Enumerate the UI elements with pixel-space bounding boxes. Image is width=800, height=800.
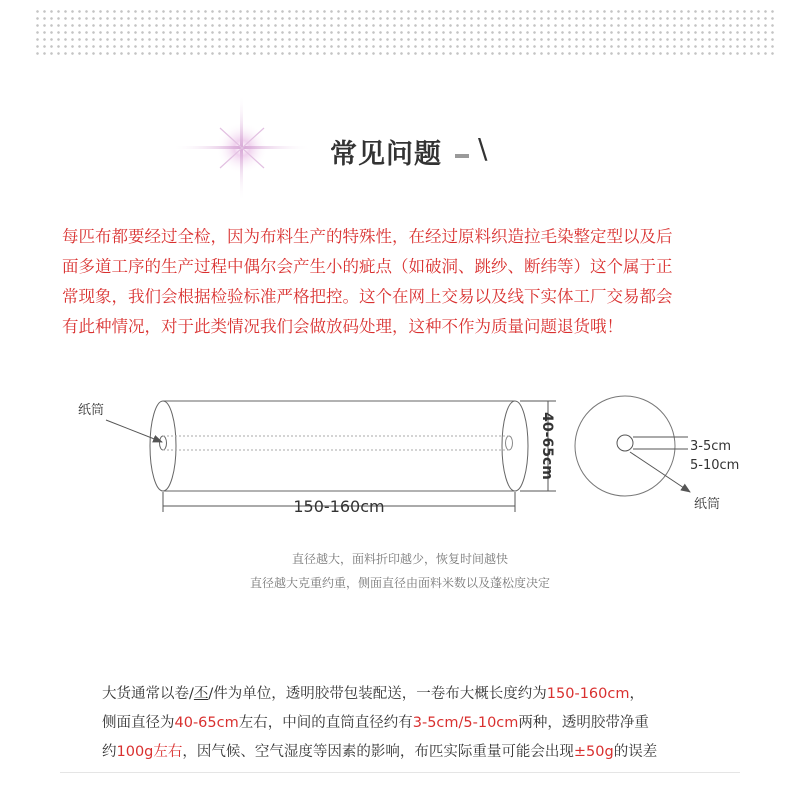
fabric-roll-end-view	[575, 396, 739, 512]
sparkle-icon	[170, 92, 330, 212]
core-small-label: 3-5cm	[690, 439, 732, 454]
details-line: 大货通常以卷/丕/件为单位，透明胶带包装配送，一卷布大概长度约为150-160cm，	[102, 686, 644, 702]
caption-line: 直径越大克重约重，侧面直径由面料米数以及蓬松度决定	[249, 576, 550, 590]
core-large-label: 5-10cm	[690, 458, 740, 473]
section-header	[170, 92, 570, 212]
notice-line: 常现象，我们会根据检验标准严格把控。这个在网上交易以及线下实体工厂交易都会	[62, 287, 673, 306]
length-dimension	[163, 492, 515, 516]
title-slash: \	[478, 132, 488, 165]
roll-core-callout	[78, 403, 162, 442]
diameter-label: 40-65cm	[539, 412, 555, 480]
notice-line: 每匹布都要经过全检，因为布料生产的特殊性，在经过原料织造拉毛染整定型以及后	[62, 227, 673, 246]
shipping-details	[102, 680, 752, 767]
side-core-label: 纸筒	[694, 497, 721, 512]
divider	[60, 772, 740, 773]
page-title: 常见问题	[330, 139, 442, 170]
caption-line: 直径越大，面料折印越少，恢复时间越快	[291, 552, 508, 566]
title-underline	[455, 154, 469, 158]
fabric-roll-side-view	[150, 401, 528, 491]
quality-notice	[62, 222, 752, 342]
details-line: 侧面直径为40-65cm左右，中间的直筒直径约有3-5cm/5-10cm两种，透明胶带净重	[102, 715, 649, 731]
dotted-pattern-banner	[34, 8, 774, 58]
fabric-roll-diagram	[60, 380, 760, 530]
notice-line: 有此种情况，对于此类情况我们会做放码处理，这种不作为质量问题退货哦！	[62, 317, 623, 336]
roll-core-label: 纸筒	[78, 403, 105, 418]
notice-line: 面多道工序的生产过程中偶尔会产生小的疵点（如破洞、跳纱、断纬等）这个属于正	[62, 257, 673, 276]
details-line: 约100g左右，因气候、空气湿度等因素的影响，布匹实际重量可能会出现±50g的误差	[102, 744, 658, 760]
length-label: 150-160cm	[293, 497, 385, 516]
